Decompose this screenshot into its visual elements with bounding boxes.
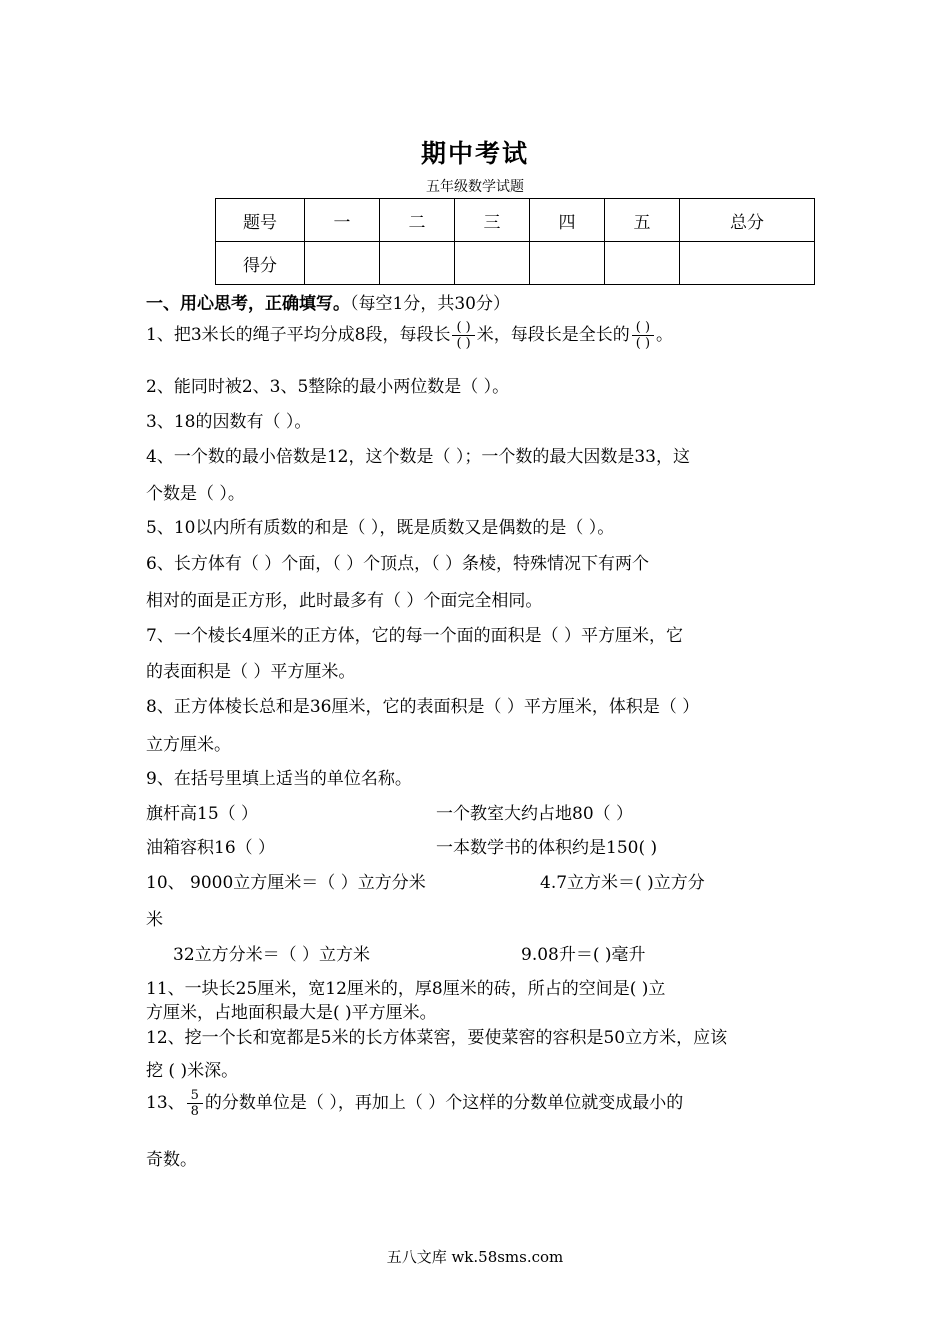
fraction-denominator-blank: ( )	[456, 336, 471, 351]
score-table	[215, 198, 815, 285]
question-10-a: 10、 9000立方厘米＝（ ）立方分米	[146, 873, 426, 893]
score-input-cell	[380, 242, 455, 285]
question-4-line-1: 4、一个数的最小倍数是12，这个数是（ ）；一个数的最大因数是33，这	[146, 447, 690, 467]
question-9: 9、在括号里填上适当的单位名称。	[146, 769, 412, 789]
question-12-line-1: 12、挖一个长和宽都是5米的长方体菜窖，要使菜窖的容积是50立方米，应该	[146, 1028, 728, 1048]
question-10-c: 32立方分米＝（ ）立方米	[173, 945, 371, 965]
score-cell: 五	[605, 199, 680, 242]
question-9-d: 一本数学书的体积约是150( )	[436, 838, 658, 858]
question-13-line-2: 奇数。	[146, 1150, 197, 1170]
question-5: 5、10以内所有质数的和是（ ），既是质数又是偶数的是（ ）。	[146, 518, 615, 538]
question-9-a: 旗杆高15（ ）	[146, 804, 259, 824]
question-10-b: 4.7立方米＝( )立方分	[540, 873, 705, 893]
question-10-d: 9.08升＝( )毫升	[521, 945, 646, 965]
score-input-cell	[305, 242, 380, 285]
question-11-line-2: 方厘米，占地面积最大是( )平方厘米。	[146, 1003, 437, 1023]
question-7-line-2: 的表面积是（ ）平方厘米。	[146, 662, 356, 682]
section-heading	[146, 289, 510, 314]
score-cell: 一	[305, 199, 380, 242]
question-1-text-b: 米，每段长是全长的	[476, 325, 630, 345]
fraction-blank	[632, 320, 654, 351]
question-13	[146, 1088, 683, 1119]
score-cell: 三	[455, 199, 530, 242]
score-input-cell	[605, 242, 680, 285]
fraction-numerator-blank: ( )	[632, 320, 654, 336]
fraction-blank	[452, 320, 474, 351]
question-7-line-1: 7、一个棱长4厘米的正方体，它的每一个面的面积是（ ）平方厘米，它	[146, 626, 684, 646]
question-13-text: 的分数单位是（ ），再加上（ ）个这样的分数单位就变成最小的	[204, 1093, 684, 1113]
question-9-b: 一个教室大约占地80（ ）	[436, 804, 634, 824]
fraction-five-eighths	[187, 1088, 203, 1119]
question-11-line-1: 11、一块长25厘米，宽12厘米的，厚8厘米的砖，所占的空间是( )立	[146, 979, 666, 999]
score-cell: 得分	[216, 242, 305, 285]
question-3: 3、18的因数有（ ）。	[146, 412, 312, 432]
score-cell: 四	[530, 199, 605, 242]
score-cell: 二	[380, 199, 455, 242]
question-1-text-a: 1、把3米长的绳子平均分成8段，每段长	[146, 325, 451, 345]
question-10-line-2: 米	[146, 910, 163, 930]
question-13-prefix: 13、	[146, 1093, 185, 1113]
fraction-numerator-blank: ( )	[452, 320, 474, 336]
question-9-c: 油箱容积16（ ）	[146, 838, 276, 858]
page-subtitle: 五年级数学试题	[426, 179, 524, 195]
question-6-line-1: 6、长方体有（ ）个面，（ ）个顶点，（ ）条棱，特殊情况下有两个	[146, 554, 650, 574]
question-8-line-2: 立方厘米。	[146, 735, 231, 755]
score-input-cell	[455, 242, 530, 285]
fraction-numerator: 5	[187, 1088, 203, 1104]
question-4-line-2: 个数是（ ）。	[146, 484, 245, 504]
score-cell: 总分	[680, 199, 815, 242]
score-input-cell	[680, 242, 815, 285]
score-table-header-row	[216, 199, 815, 242]
footer-watermark: 五八文库 wk.58sms.com	[386, 1248, 564, 1266]
page-title: 期中考试	[420, 139, 529, 168]
question-2: 2、能同时被2、3、5整除的最小两位数是（ ）。	[146, 377, 510, 397]
question-1-text-c: 。	[656, 325, 674, 345]
section-heading-note: （每空1分，共30分）	[350, 294, 510, 314]
score-cell: 题号	[216, 199, 305, 242]
score-table-score-row	[216, 242, 815, 285]
fraction-denominator: 8	[190, 1104, 199, 1119]
score-input-cell	[530, 242, 605, 285]
question-1	[146, 320, 673, 351]
fraction-denominator-blank: ( )	[635, 336, 651, 351]
question-6-line-2: 相对的面是正方形，此时最多有（ ）个面完全相同。	[146, 591, 543, 611]
question-12-line-2: 挖 ( )米深。	[146, 1061, 239, 1081]
section-heading-text: 一、用心思考，正确填写。	[146, 294, 350, 314]
question-8-line-1: 8、正方体棱长总和是36厘米，它的表面积是（ ）平方厘米，体积是（ ）	[146, 697, 700, 717]
